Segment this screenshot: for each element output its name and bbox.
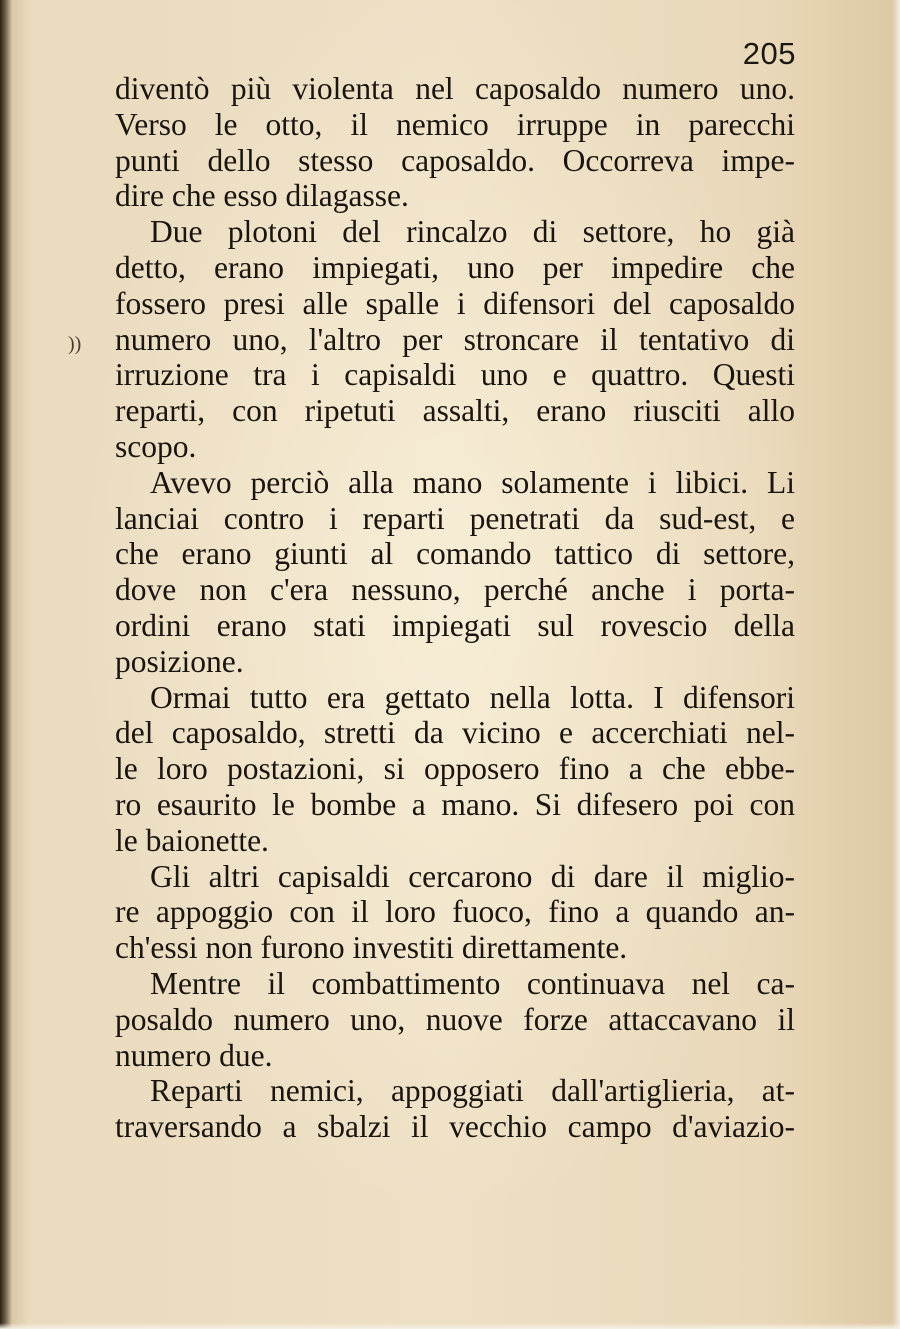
text-line: Reparti nemici, appoggiati dall'artiglieria, at- (150, 1073, 795, 1109)
text-line: che erano giunti al comando tattico di settore, (115, 536, 795, 572)
text-line: posaldo numero uno, nuove forze attaccavano il (115, 1001, 795, 1037)
text-line: ordini erano stati impiegati sul rovescio della (115, 607, 795, 643)
page-edge-right (892, 0, 900, 1329)
text-line: Avevo perciò alla mano solamente i libici. Li (150, 464, 795, 500)
text-line: Verso le otto, il nemico irruppe in parecchi (115, 106, 795, 142)
text-line: fossero presi alle spalle i difensori del caposaldo (115, 285, 795, 321)
page-edge-bottom (0, 1323, 900, 1329)
text-line: dove non c'era nessuno, perché anche i porta- (115, 572, 795, 608)
text-line: ro esaurito le bombe a mano. Si difesero poi con (115, 786, 795, 822)
body-text (115, 71, 795, 1145)
text-line: scopo. (115, 428, 197, 464)
text-line: punti dello stesso caposaldo. Occorreva impe- (115, 142, 795, 178)
text-line: detto, erano impiegati, uno per impedire che (115, 249, 795, 285)
text-line: ch'essi non furono investiti direttamente. (115, 930, 628, 966)
text-line: le loro postazioni, si opposero fino a che ebbe- (115, 751, 795, 787)
text-line: re appoggio con il loro fuoco, fino a quando an- (115, 894, 795, 930)
text-line: posizione. (115, 643, 244, 679)
text-line: irruzione tra i capisaldi uno e quattro. Questi (115, 357, 795, 393)
text-line: le baionette. (115, 822, 269, 858)
text-line: Due plotoni del rincalzo di settore, ho già (150, 214, 795, 250)
text-line: dire che esso dilagasse. (115, 178, 409, 214)
text-line: Mentre il combattimento continuava nel ca- (150, 965, 795, 1001)
text-line: diventò più violenta nel caposaldo numero uno. (115, 71, 795, 106)
text-line: lanciai contro i reparti penetrati da sud-est, e (115, 500, 795, 536)
margin-mark: )) (68, 333, 82, 355)
text-line: numero uno, l'altro per stroncare il tentativo di (115, 321, 795, 357)
text-line: del caposaldo, stretti da vicino e accerchiati nel- (115, 715, 795, 751)
page-number: 205 (742, 36, 796, 71)
text-line: traversando a sbalzi il vecchio campo d'aviazio- (115, 1109, 795, 1145)
text-line: Gli altri capisaldi cercarono di dare il miglio- (150, 858, 795, 894)
text-line: reparti, con ripetuti assalti, erano riusciti allo (115, 393, 795, 429)
text-line: Ormai tutto era gettato nella lotta. I difensori (150, 679, 795, 715)
text-line: numero due. (115, 1037, 273, 1073)
